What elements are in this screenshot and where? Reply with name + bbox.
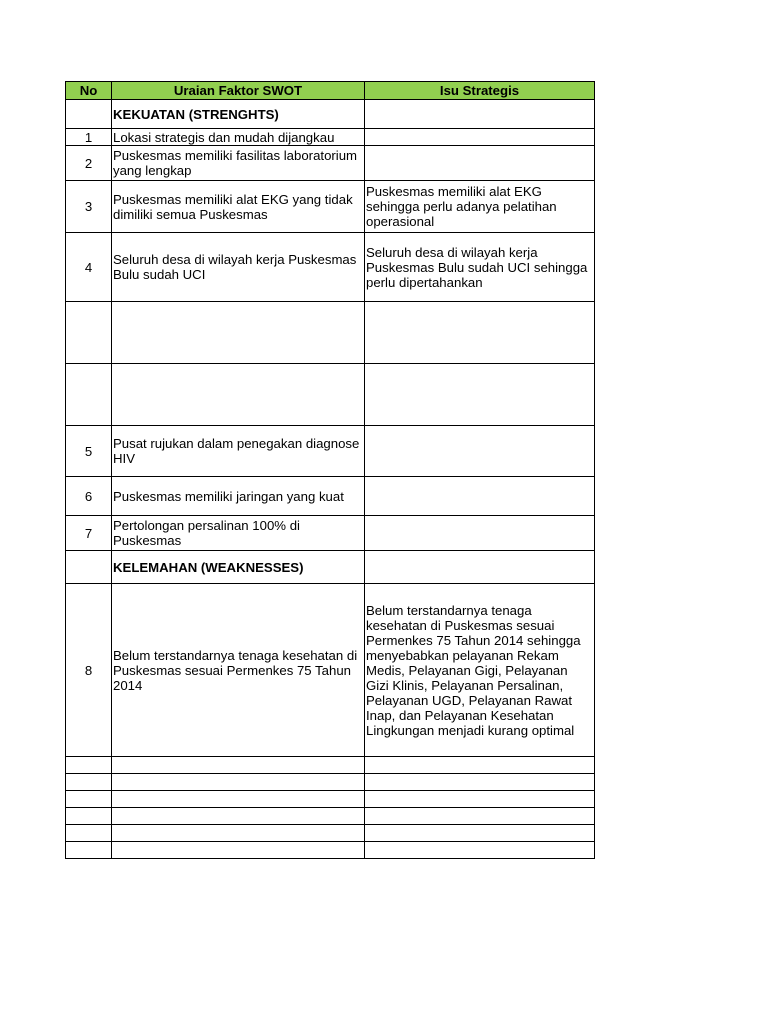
empty-cell — [112, 364, 365, 426]
table-row-empty — [66, 808, 595, 825]
section-row-weaknesses — [66, 551, 595, 584]
row-uraian: Puskesmas memiliki jaringan yang kuat — [112, 477, 365, 516]
table-row — [66, 426, 595, 477]
row-uraian: Puskesmas memiliki fasilitas laboratorium yang lengkap — [112, 146, 365, 181]
table-row-empty — [66, 842, 595, 859]
empty-cell — [66, 551, 112, 584]
empty-cell — [66, 100, 112, 129]
empty-cell — [66, 842, 112, 859]
table-row — [66, 146, 595, 181]
empty-cell — [365, 808, 595, 825]
row-number: 5 — [66, 426, 112, 477]
empty-cell — [66, 757, 112, 774]
row-uraian: Puskesmas memiliki alat EKG yang tidak dimiliki semua Puskesmas — [112, 181, 365, 233]
table-row-empty — [66, 825, 595, 842]
table-row — [66, 233, 595, 302]
table-row-empty — [66, 774, 595, 791]
row-number: 8 — [66, 584, 112, 757]
row-number: 4 — [66, 233, 112, 302]
row-uraian: Pertolongan persalinan 100% di Puskesmas — [112, 516, 365, 551]
section-title-strengths: KEKUATAN (STRENGHTS) — [112, 100, 365, 129]
row-number: 7 — [66, 516, 112, 551]
empty-cell — [66, 808, 112, 825]
row-uraian: Seluruh desa di wilayah kerja Puskesmas Bulu sudah UCI — [112, 233, 365, 302]
row-number: 1 — [66, 129, 112, 146]
table-row — [66, 129, 595, 146]
row-number: 2 — [66, 146, 112, 181]
row-uraian: Lokasi strategis dan mudah dijangkau — [112, 129, 365, 146]
empty-cell — [112, 302, 365, 364]
empty-cell — [365, 757, 595, 774]
empty-cell — [365, 791, 595, 808]
empty-cell — [365, 551, 595, 584]
empty-cell — [365, 842, 595, 859]
section-row-strengths — [66, 100, 595, 129]
header-isu: Isu Strategis — [365, 82, 595, 100]
empty-cell — [365, 100, 595, 129]
empty-cell — [112, 808, 365, 825]
table-row — [66, 181, 595, 233]
table-row — [66, 584, 595, 757]
row-number: 6 — [66, 477, 112, 516]
empty-cell — [112, 774, 365, 791]
header-row — [66, 82, 595, 100]
row-isu — [365, 516, 595, 551]
empty-cell — [66, 364, 112, 426]
row-isu — [365, 477, 595, 516]
row-isu — [365, 146, 595, 181]
empty-cell — [365, 774, 595, 791]
table-row-empty — [66, 757, 595, 774]
table-row-empty — [66, 791, 595, 808]
empty-cell — [365, 825, 595, 842]
empty-cell — [66, 825, 112, 842]
empty-cell — [66, 791, 112, 808]
swot-table — [65, 81, 595, 859]
row-number: 3 — [66, 181, 112, 233]
empty-cell — [112, 757, 365, 774]
table-row — [66, 477, 595, 516]
row-isu: Belum terstandarnya tenaga kesehatan di Puskesmas sesuai Permenkes 75 Tahun 2014 sehingga menyebabkan pelayanan Rekam Medis, Pelayanan Gigi, Pelayanan Gizi Klinis, Pelayanan Persalinan, Pelayanan UGD, Pelayanan Rawat Inap, dan Pelayanan Kesehatan Lingkungan menjadi kurang optimal — [365, 584, 595, 757]
row-isu: Puskesmas memiliki alat EKG sehingga perlu adanya pelatihan operasional — [365, 181, 595, 233]
table-row — [66, 516, 595, 551]
empty-cell — [66, 774, 112, 791]
empty-cell — [112, 791, 365, 808]
row-isu — [365, 129, 595, 146]
empty-cell — [112, 825, 365, 842]
empty-cell — [66, 302, 112, 364]
row-isu — [365, 426, 595, 477]
header-uraian: Uraian Faktor SWOT — [112, 82, 365, 100]
empty-cell — [112, 842, 365, 859]
empty-cell — [365, 364, 595, 426]
section-title-weaknesses: KELEMAHAN (WEAKNESSES) — [112, 551, 365, 584]
row-isu: Seluruh desa di wilayah kerja Puskesmas Bulu sudah UCI sehingga perlu dipertahankan — [365, 233, 595, 302]
empty-cell — [365, 302, 595, 364]
table-row-empty — [66, 302, 595, 364]
table-row-empty — [66, 364, 595, 426]
row-uraian: Pusat rujukan dalam penegakan diagnose HIV — [112, 426, 365, 477]
row-uraian: Belum terstandarnya tenaga kesehatan di Puskesmas sesuai Permenkes 75 Tahun 2014 — [112, 584, 365, 757]
header-no: No — [66, 82, 112, 100]
